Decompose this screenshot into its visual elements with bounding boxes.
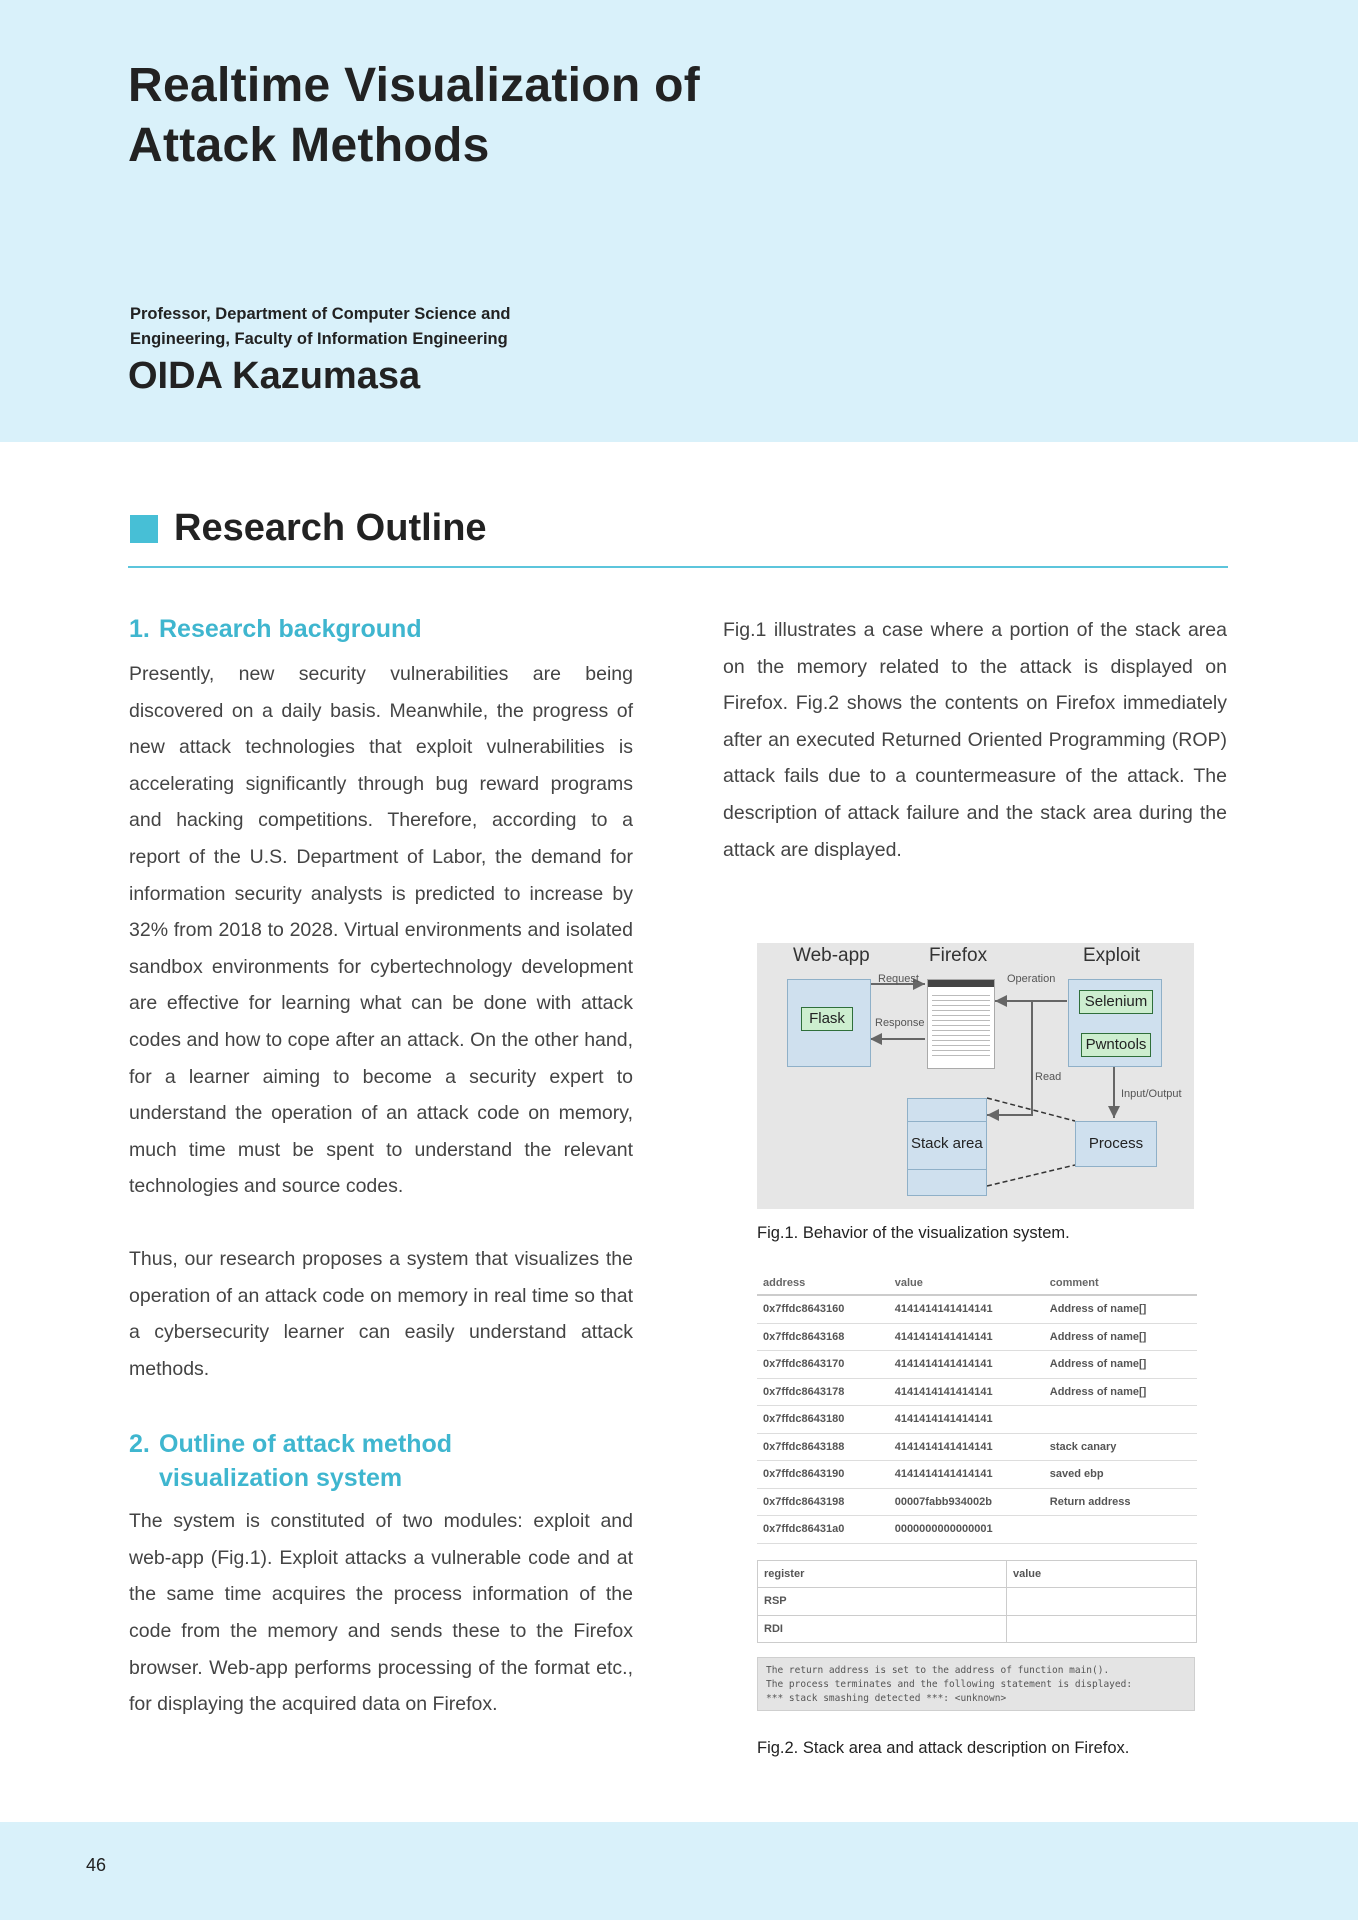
paragraph-system: The system is constituted of two modules: exploit and web-app (Fig.1). Exploit attacks a vulnerable code and at the same time acquires the process information of the code from the memory and sends these to the Firefox browser. Web-app performs processing of the format etc., for displaying the acquired data on Firefox. [129, 1510, 633, 1716]
author-affiliation [130, 302, 690, 352]
cell-address: 0x7ffdc86431a0 [757, 1516, 889, 1544]
subheading-research-background [129, 612, 633, 646]
console-line: *** stack smashing detected ***: <unknown> [766, 1693, 1007, 1704]
header-register-value: value [1007, 1560, 1197, 1588]
table-row [758, 1615, 1197, 1643]
cell-address: 0x7ffdc8643198 [757, 1488, 889, 1516]
label-input-output: Input/Output [1121, 1088, 1182, 1100]
stack-divider [908, 1121, 986, 1122]
figure-2-caption: Fig.2. Stack area and attack description on Firefox. [757, 1739, 1130, 1757]
label-read: Read [1035, 1071, 1062, 1083]
cell-address: 0x7ffdc8643160 [757, 1295, 889, 1323]
register-header-row [758, 1560, 1197, 1588]
cell-register: RDI [758, 1615, 1007, 1643]
attack-description-console [757, 1657, 1195, 1711]
title-line-2: Attack Methods [128, 119, 490, 172]
thumbnail-content [932, 991, 990, 1057]
cell-address: 0x7ffdc8643180 [757, 1406, 889, 1434]
label-request: Request [878, 973, 919, 985]
header-address: address [757, 1272, 889, 1295]
cell-comment: saved ebp [1044, 1461, 1197, 1489]
register-table [757, 1560, 1197, 1644]
cell-comment: Return address [1044, 1488, 1197, 1516]
title-line-1: Realtime Visualization of [128, 59, 701, 112]
table-row [758, 1588, 1197, 1616]
right-column [723, 612, 1227, 868]
table-row [757, 1351, 1197, 1379]
cell-value: 4141414141414141 [889, 1351, 1044, 1379]
table-row [757, 1488, 1197, 1516]
table-row [757, 1516, 1197, 1544]
flask-box: Flask [801, 1007, 853, 1031]
cell-comment: Address of name[] [1044, 1351, 1197, 1379]
thumbnail-titlebar [928, 980, 994, 987]
stack-area-label: Stack area [911, 1135, 983, 1152]
cell-value: 4141414141414141 [889, 1295, 1044, 1323]
label-operation: Operation [1007, 973, 1056, 985]
cell-address: 0x7ffdc8643178 [757, 1378, 889, 1406]
left-column [129, 612, 633, 1723]
figure-1-diagram [757, 943, 1194, 1209]
cell-value: 4141414141414141 [889, 1461, 1044, 1489]
section-title: Research Outline [174, 507, 487, 549]
header-register: register [758, 1560, 1007, 1588]
subheading-text: Research background [159, 615, 422, 643]
paragraph-proposal: Thus, our research proposes a system that visualizes the operation of an attack code on memory in real time so that a cybersecurity learner can easily understand attack methods. [129, 1247, 633, 1380]
figure-2-screenshot [757, 1272, 1197, 1711]
table-header-row [757, 1272, 1197, 1295]
cell-comment: Address of name[] [1044, 1378, 1197, 1406]
page-title [128, 56, 828, 176]
table-row [757, 1433, 1197, 1461]
console-line: The return address is set to the address of function main(). [766, 1665, 1110, 1676]
paragraph-figure-description: Fig.1 illustrates a case where a portion of the stack area on the memory related to the attack is displayed on Firefox. Fig.2 shows the contents on Firefox immediately after an executed Returned Oriented Programming (ROP) attack fails due to a countermeasure of the attack. The description of attack failure and the stack area during the attack are displayed. [723, 619, 1227, 861]
table-row [757, 1406, 1197, 1434]
pwntools-box: Pwntools [1081, 1033, 1151, 1057]
table-row [757, 1378, 1197, 1406]
cell-value: 4141414141414141 [889, 1406, 1044, 1434]
cell-value: 0000000000000001 [889, 1516, 1044, 1544]
stack-memory-table [757, 1272, 1197, 1544]
cell-comment [1044, 1406, 1197, 1434]
section-heading [128, 500, 1228, 568]
affiliation-line-2: Engineering, Faculty of Information Engineering [130, 330, 508, 348]
cell-register-value [1007, 1588, 1197, 1616]
process-box: Process [1075, 1121, 1157, 1167]
cell-address: 0x7ffdc8643190 [757, 1461, 889, 1489]
selenium-box: Selenium [1079, 990, 1153, 1014]
cell-comment: Address of name[] [1044, 1323, 1197, 1351]
table-row [757, 1295, 1197, 1323]
cell-address: 0x7ffdc8643170 [757, 1351, 889, 1379]
page-number: 46 [86, 1855, 107, 1875]
stack-divider [908, 1169, 986, 1170]
subheading-number: 2. [129, 1430, 150, 1459]
cell-address: 0x7ffdc8643188 [757, 1433, 889, 1461]
author-name: OIDA Kazumasa [128, 355, 421, 397]
label-response: Response [875, 1017, 925, 1029]
cell-address: 0x7ffdc8643168 [757, 1323, 889, 1351]
cell-value: 00007fabb934002b [889, 1488, 1044, 1516]
label-web-app: Web-app [793, 945, 870, 966]
subheading-text-line-2: visualization system [159, 1464, 403, 1493]
table-row [757, 1461, 1197, 1489]
header-value: value [889, 1272, 1044, 1295]
cell-comment: stack canary [1044, 1433, 1197, 1461]
cell-value: 4141414141414141 [889, 1323, 1044, 1351]
cell-value: 4141414141414141 [889, 1433, 1044, 1461]
header-comment: comment [1044, 1272, 1197, 1295]
footer-band [0, 1822, 1358, 1920]
label-firefox: Firefox [929, 945, 988, 966]
cell-comment [1044, 1516, 1197, 1544]
cell-value: 4141414141414141 [889, 1378, 1044, 1406]
subheading-system-outline [129, 1427, 633, 1495]
cell-register-value [1007, 1615, 1197, 1643]
firefox-screenshot-thumbnail [927, 979, 995, 1069]
subheading-number: 1. [129, 615, 150, 643]
section-marker-icon [130, 515, 158, 543]
affiliation-line-1: Professor, Department of Computer Science and [130, 305, 511, 323]
cell-comment: Address of name[] [1044, 1295, 1197, 1323]
paragraph-background: Presently, new security vulnerabilities are being discovered on a daily basis. Meanwhile, the progress of new attack technologies that exploit vulnerabilities is accelerating significantly through bug reward programs and hacking competitions. Therefore, according to a report of the U.S. Department of Labor, the demand for information security analysts is predicted to increase by 32% from 2018 to 2028. Virtual environments and isolated sandbox environments for cybertechnology development are effective for learning what can be done with attack codes and how to cope after an attack. On the other hand, for a learner aiming to become a security expert to understand the operation of an attack code on memory, much time must be spent to understand the relevant technologies and source codes. [129, 663, 633, 1198]
cell-register: RSP [758, 1588, 1007, 1616]
label-exploit: Exploit [1083, 945, 1141, 966]
figure-1-caption: Fig.1. Behavior of the visualization system. [757, 1224, 1070, 1242]
subheading-text-line-1: Outline of attack method [159, 1430, 453, 1459]
table-row [757, 1323, 1197, 1351]
stack-area-box [907, 1098, 987, 1196]
console-line: The process terminates and the following statement is displayed: [766, 1679, 1133, 1690]
